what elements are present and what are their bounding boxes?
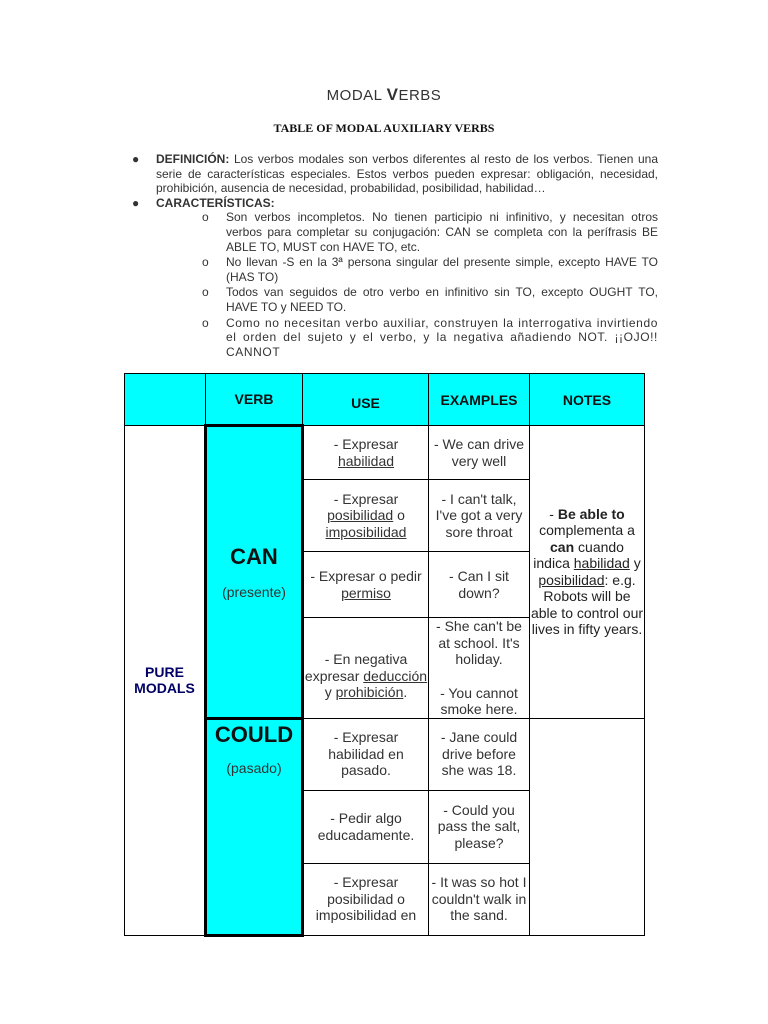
page-title: MODAL VERBS [326,85,442,104]
header-use: USE [303,374,429,426]
circle-bullet-icon: o [202,210,209,225]
use-cell: - Expresar o pedir permiso [303,552,429,618]
use-cell: - Expresar posibilidad o imposibilidad [303,480,429,552]
example-cell: - We can drive very well [429,426,530,480]
use-cell: - Pedir algo educadamente. [303,790,429,863]
intro-section [130,152,658,360]
bullet-icon: ● [132,195,140,210]
definition-label: DEFINICIÓN: [156,152,230,166]
characteristics-item [130,196,658,211]
circle-bullet-icon: o [202,255,209,270]
use-cell: - En negativa expresar deducción y prohibición. [303,618,429,719]
table-header-row [125,374,645,426]
notes-cell-could [530,718,645,935]
verb-cell-could [206,718,303,935]
modal-verbs-table [124,373,645,937]
group-label-cell [125,426,206,936]
verb-can-tense: (presente) [222,583,286,600]
verb-could-tense: (pasado) [226,759,282,776]
example-cell: - Could you pass the salt, please? [429,790,530,863]
header-notes: NOTES [530,374,645,426]
list-item: o No llevan -S en la 3ª persona singular del presente simple, excepto HAVE TO (HAS TO) [202,255,658,284]
list-item: o Son verbos incompletos. No tienen participio ni infinitivo, y necesitan otros verbos para completar su conjugación: CAN se completa con la perífrasis BE ABLE TO, MUST con HAVE TO, etc. [202,210,658,254]
verb-can: CAN [230,543,278,569]
use-cell: - Expresar habilidad [303,426,429,480]
table-row [125,426,645,480]
circle-bullet-icon: o [202,315,210,330]
characteristics-label: CARACTERÍSTICAS: [156,195,275,210]
example-cell: - Can I sit down? [429,552,530,618]
example-cell: - She can't be at school. It's holiday. - You cannot smoke here. [429,618,530,719]
header-cell-empty [125,374,206,426]
characteristics-list [130,210,658,359]
example-cell: - It was so hot I couldn't walk in the sand. [429,863,530,935]
use-cell: - Expresar posibilidad o imposibilidad en [303,863,429,935]
list-item: o Todos van seguidos de otro verbo en infinitivo sin TO, excepto OUGHT TO, HAVE TO y NEED TO. [202,285,658,314]
bullet-icon: ● [132,152,140,166]
definition-text: Los verbos modales son verbos diferentes al resto de los verbos. Tienen una serie de características especiales. Estos verbos pueden expresar: obligación, necesidad, prohibición, ausencia de necesidad, probabilidad, posibilidad, habilidad… [156,152,658,196]
use-cell: - Expresar habilidad en pasado. [303,718,429,790]
definition-item [130,152,658,196]
header-examples: EXAMPLES [429,374,530,426]
verb-could: COULD [214,721,294,747]
circle-bullet-icon: o [202,285,209,300]
example-cell: - I can't talk, I've got a very sore throat [429,480,530,552]
list-item: o Como no necesitan verbo auxiliar, construyen la interrogativa invirtiendo el orden del sujeto y el verbo, y la negativa añadiendo NOT. ¡¡OJO!! CANNOT [202,315,658,359]
page-subtitle: TABLE OF MODAL AUXILIARY VERBS [273,121,495,135]
group-label: PURE MODALS [134,664,195,697]
example-cell: - Jane could drive before she was 18. [429,718,530,790]
header-verb: VERB [206,374,303,426]
verb-cell-can [206,426,303,719]
notes-cell-can: - Be able to complementa a can cuando indica habilidad y posibilidad: e.g. Robots will be able to control our lives in fifty years. [530,426,645,719]
